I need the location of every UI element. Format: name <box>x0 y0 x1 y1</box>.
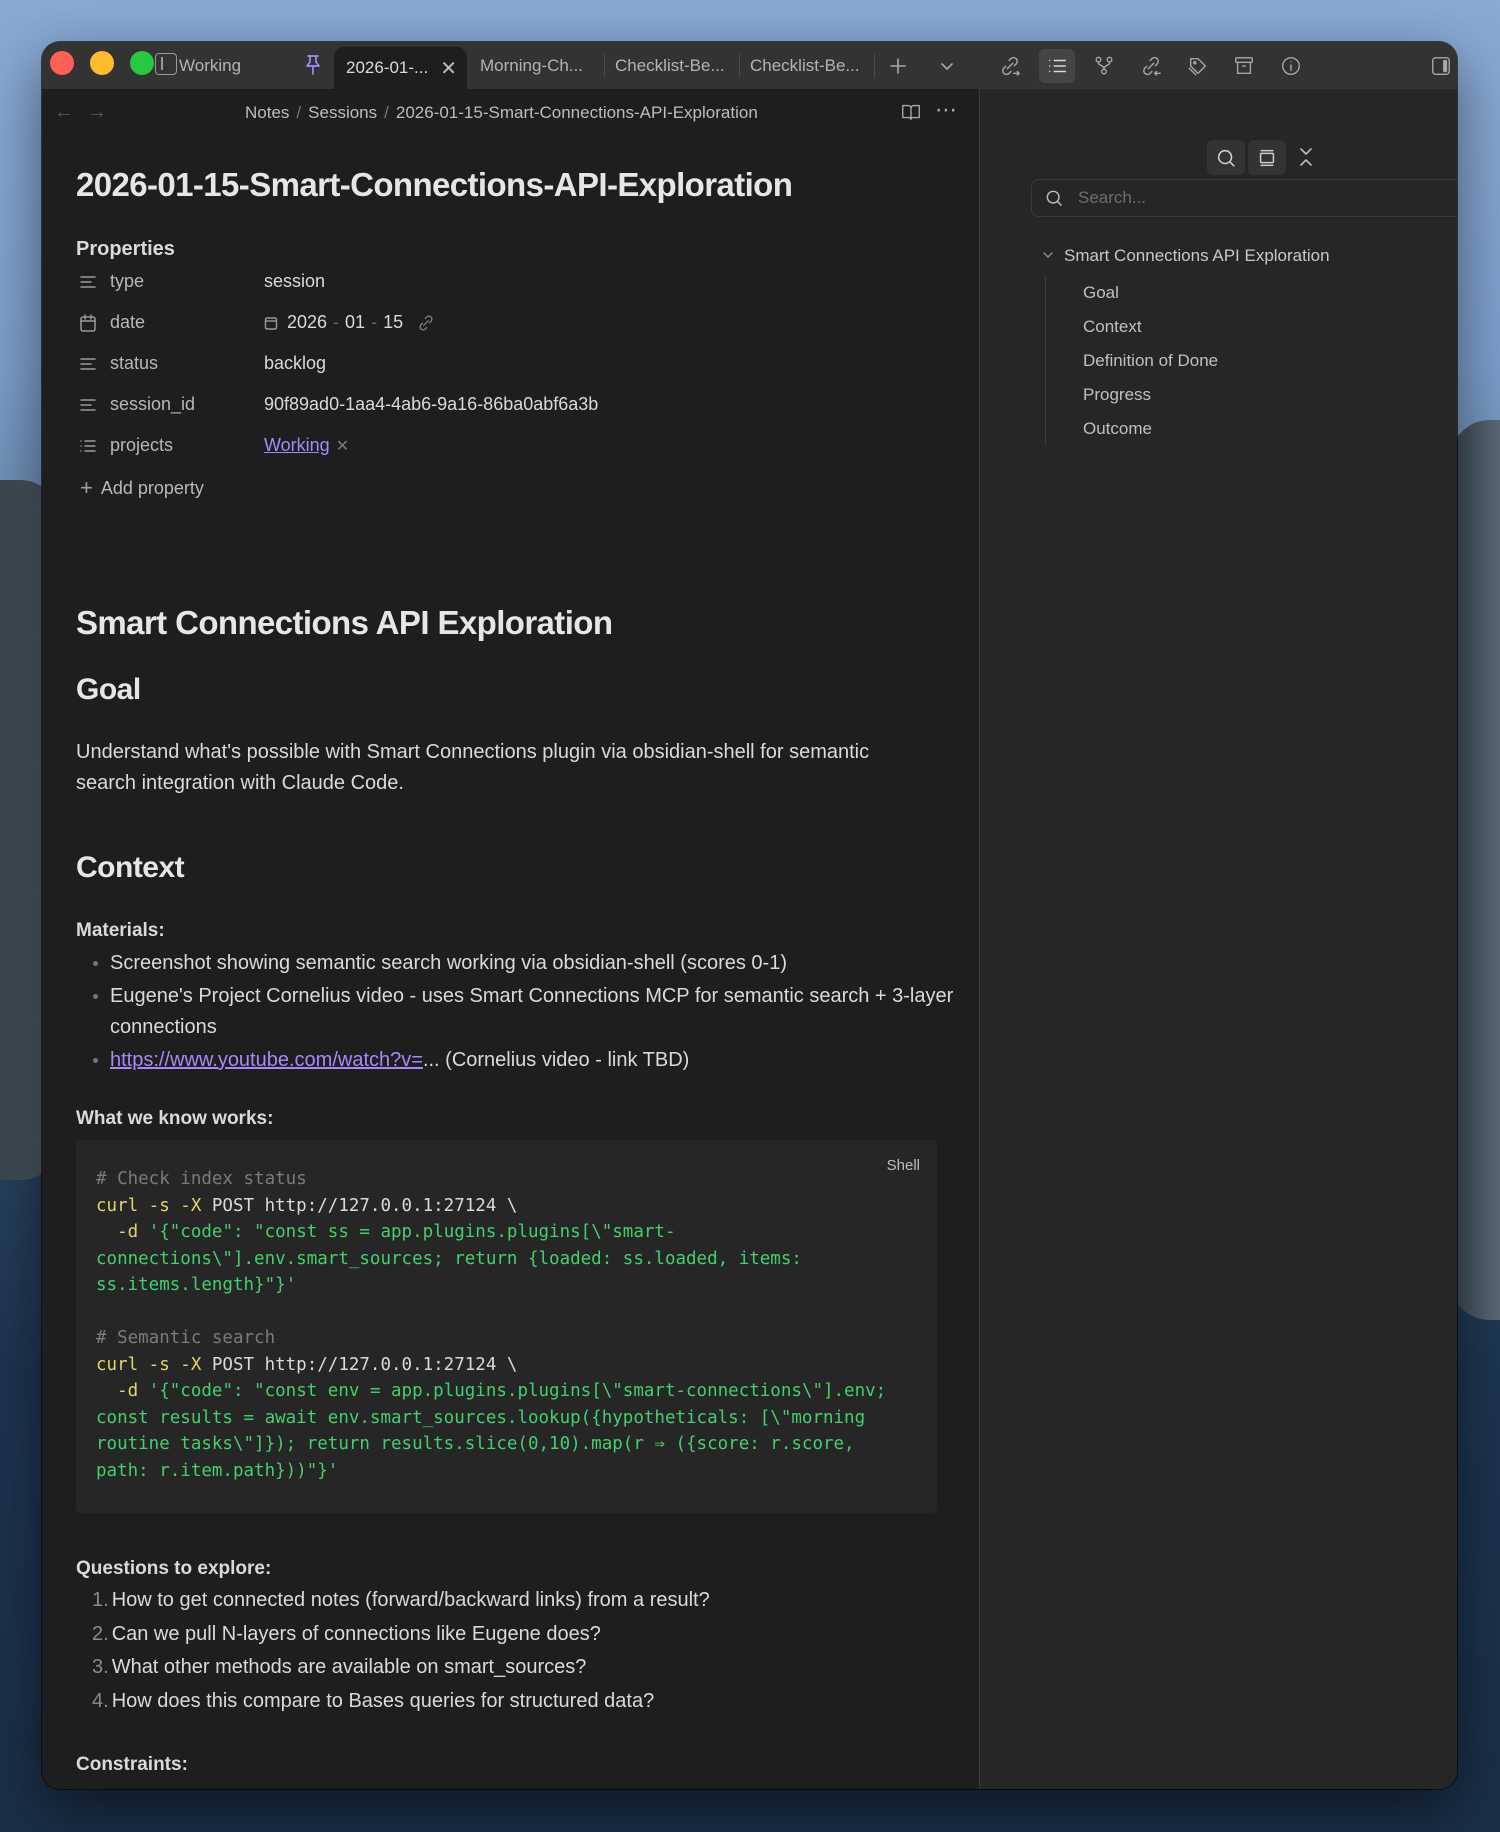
list-number: 2. <box>92 1622 109 1645</box>
list-item <box>76 1618 946 1652</box>
list-text: How does this compare to Bases queries for structured data? <box>111 1689 655 1712</box>
outline-item-progress[interactable]: Progress <box>1083 385 1152 404</box>
link-note: ... (Cornelius video - link TBD) <box>422 1049 690 1071</box>
constraints-label: Constraints: <box>76 1754 188 1775</box>
back-arrow-icon[interactable]: ← <box>54 101 74 123</box>
collapse-all-icon <box>1295 145 1317 171</box>
auto-expand-button[interactable] <box>1248 140 1286 175</box>
breadcrumb-file[interactable]: 2026-01-15-Smart-Connections-API-Exploration <box>395 103 758 122</box>
code-token: curl -s -X <box>96 1354 202 1375</box>
close-window-button[interactable] <box>50 51 74 75</box>
right-sidebar-toggle-button[interactable] <box>1423 49 1457 83</box>
panel-icon <box>1256 147 1278 169</box>
list-item <box>76 1685 946 1719</box>
calendar-small-icon <box>264 316 278 330</box>
code-block[interactable] <box>76 1140 937 1513</box>
questions-list <box>76 1584 946 1718</box>
note-content <box>76 139 954 1776</box>
property-session-id <box>76 384 946 425</box>
code-token: -d <box>96 1381 139 1401</box>
right-sidebar-toggle-icon <box>1430 55 1452 77</box>
materials-label: Materials: <box>76 920 165 941</box>
goal-paragraph: Understand what's possible with Smart Connections plugin via obsidian-shell for semantic search integration with Claude Code. <box>76 741 870 794</box>
outgoing-links-button[interactable] <box>992 49 1028 83</box>
tab-checklist-2[interactable] <box>750 42 860 89</box>
obsidian-window <box>42 42 1457 1789</box>
breadcrumb-sessions[interactable]: Sessions <box>308 103 378 122</box>
list-property-icon <box>78 436 98 456</box>
outline-item-context[interactable]: Context <box>1083 317 1142 336</box>
heading-context: Context <box>76 851 185 884</box>
works-label: What we know works: <box>76 1108 274 1129</box>
property-value[interactable]: backlog <box>264 353 327 373</box>
reading-view-button[interactable] <box>900 101 922 128</box>
property-value[interactable]: 90f89ad0-1aa4-4ab6-9a16-86ba0abf6a3b <box>264 394 599 414</box>
outline-children <box>1045 276 1330 446</box>
tab-checklist-1[interactable] <box>615 42 725 89</box>
list-item <box>76 1045 956 1076</box>
outgoing-links-icon <box>999 55 1021 77</box>
backlinks-button[interactable] <box>1133 49 1169 83</box>
archive-icon <box>1233 55 1255 77</box>
archive-button[interactable] <box>1226 49 1262 83</box>
more-options-icon[interactable]: ⋯ <box>935 97 958 122</box>
code-line: path: r.item.path}))"}' <box>96 1460 339 1481</box>
right-sidebar-outline <box>980 89 1457 1789</box>
questions-label: Questions to explore: <box>76 1558 272 1579</box>
list-text: Can we pull N-layers of connections like Eugene does? <box>111 1622 601 1645</box>
add-property-button[interactable] <box>80 466 946 510</box>
info-icon <box>1280 55 1302 77</box>
code-line: routine tasks\"]}); return results.slice(0,10).map(r ⇒ ({score: r.score, <box>96 1434 855 1454</box>
date-day: 15 <box>383 312 404 332</box>
property-date <box>76 302 946 343</box>
close-tab-icon[interactable]: ✕ <box>440 57 457 80</box>
code-line <box>96 1193 917 1220</box>
outline-icon <box>1046 55 1068 77</box>
desktop-background-right <box>1450 420 1500 1320</box>
code-line: # Check index status <box>96 1169 307 1189</box>
editor-pane <box>42 89 979 1789</box>
tab-label: Working <box>179 55 242 75</box>
graph-icon <box>1093 55 1115 77</box>
tab-label: 2026-01-... <box>346 58 429 77</box>
breadcrumb-separator: / <box>384 103 389 122</box>
materials-list <box>76 948 954 1076</box>
property-key[interactable]: session_id <box>110 394 196 414</box>
tags-button[interactable] <box>1180 49 1216 83</box>
tab-active-note[interactable] <box>334 47 467 89</box>
property-status <box>76 343 946 384</box>
code-token: '{"code": "const ss = app.plugins.plugins[\"smart- <box>138 1222 676 1242</box>
code-token: '{"code": "const env = app.plugins.plugins[\"smart-connections\"].env; <box>138 1381 887 1401</box>
list-number: 1. <box>92 1589 109 1611</box>
project-link[interactable]: Working <box>264 435 330 455</box>
tab-label: Checklist-Be... <box>750 55 860 75</box>
info-button[interactable] <box>1273 49 1309 83</box>
new-tab-button[interactable] <box>880 49 916 83</box>
code-line <box>96 1299 917 1326</box>
tab-list-button[interactable] <box>929 49 965 83</box>
outline-search-input[interactable] <box>1078 188 1378 208</box>
plus-icon: + <box>80 475 93 500</box>
date-year: 2026 <box>287 312 328 332</box>
list-text: How to get connected notes (forward/backward links) from a result? <box>111 1589 710 1611</box>
code-token: curl -s -X <box>96 1195 202 1216</box>
code-line <box>96 1219 917 1246</box>
tab-separator <box>604 54 605 78</box>
add-property-label: Add property <box>100 477 204 498</box>
view-header <box>42 89 979 139</box>
breadcrumb-separator: / <box>296 103 302 122</box>
list-text: What other methods are available on smart_sources? <box>111 1656 587 1678</box>
outline-root-label: Smart Connections API Exploration <box>1064 246 1330 265</box>
tags-icon <box>1187 55 1209 77</box>
breadcrumb <box>245 103 758 123</box>
date-input[interactable]: 2026 - 01 - 15 <box>264 312 435 333</box>
list-item <box>76 1584 946 1618</box>
tab-label: Checklist-Be... <box>615 55 725 75</box>
tab-bar <box>42 42 1457 89</box>
code-token: POST http://127.0.0.1:27124 \ <box>201 1354 518 1375</box>
link-icon[interactable] <box>417 314 435 332</box>
tab-working[interactable] <box>179 42 241 89</box>
calendar-icon <box>78 313 98 333</box>
outline-search-box[interactable] <box>1031 179 1457 217</box>
text-property-icon <box>78 272 98 292</box>
property-projects <box>76 425 946 466</box>
list-item <box>76 1651 946 1685</box>
property-key[interactable]: type <box>110 271 145 291</box>
forward-arrow-icon[interactable]: → <box>87 101 107 123</box>
property-key[interactable]: projects <box>110 435 174 455</box>
property-value[interactable]: session <box>264 271 326 291</box>
search-icon <box>1215 147 1237 169</box>
remove-value-icon[interactable]: ✕ <box>335 437 350 455</box>
text-property-icon <box>78 395 98 415</box>
code-token: POST http://127.0.0.1:27124 \ <box>201 1195 518 1216</box>
code-language-label: Shell <box>886 1157 920 1174</box>
backlinks-icon <box>1140 55 1162 77</box>
search-icon <box>1044 188 1064 208</box>
outline-item-goal[interactable]: Goal <box>1083 283 1119 302</box>
minimize-window-button[interactable] <box>90 51 114 75</box>
property-key[interactable]: date <box>110 312 146 332</box>
tab-morning[interactable] <box>480 42 583 89</box>
list-item: Eugene's Project Cornelius video - uses Smart Connections MCP for semantic search + 3-layer connections <box>76 981 956 1043</box>
left-sidebar-toggle-icon[interactable] <box>155 53 177 75</box>
outline-item-outcome[interactable]: Outcome <box>1083 419 1152 438</box>
heading-goal: Goal <box>76 673 141 706</box>
zoom-window-button[interactable] <box>130 51 154 75</box>
list-item: Screenshot showing semantic search working via obsidian-shell (scores 0-1) <box>76 948 956 979</box>
text-property-icon <box>78 354 98 374</box>
list-number: 4. <box>92 1689 109 1712</box>
code-line: # Semantic search <box>96 1328 276 1348</box>
code-line: ss.items.length}"}' <box>96 1275 297 1295</box>
chevron-down-icon <box>936 55 958 77</box>
date-month: 01 <box>345 312 366 332</box>
chevron-down-icon[interactable] <box>1041 248 1055 265</box>
property-type <box>76 261 946 302</box>
property-key[interactable]: status <box>110 353 159 373</box>
note-title[interactable]: 2026-01-15-Smart-Connections-API-Exploration <box>76 166 793 203</box>
code-line <box>96 1352 917 1379</box>
plus-icon <box>887 55 909 77</box>
properties-heading[interactable]: Properties <box>76 238 175 260</box>
tab-separator <box>739 54 740 78</box>
outline-item-definition-of-done[interactable]: Definition of Done <box>1083 351 1219 370</box>
graph-view-button[interactable] <box>1086 49 1122 83</box>
pin-icon[interactable] <box>304 54 322 76</box>
heading-1: Smart Connections API Exploration <box>76 604 613 641</box>
search-toggle-button[interactable] <box>1207 140 1245 175</box>
code-line <box>96 1378 917 1405</box>
code-token: -d <box>96 1222 139 1242</box>
youtube-link[interactable]: https://www.youtube.com/watch?v= <box>110 1049 423 1071</box>
collapse-all-button[interactable] <box>1295 145 1317 176</box>
outline-button[interactable] <box>1039 49 1075 83</box>
outline-tree <box>1041 242 1330 446</box>
tab-label: Morning-Ch... <box>480 55 583 75</box>
tab-separator <box>874 54 875 78</box>
breadcrumb-notes[interactable]: Notes <box>245 103 290 122</box>
code-line: connections\"].env.smart_sources; return {loaded: ss.loaded, items: <box>96 1248 802 1269</box>
list-number: 3. <box>92 1656 109 1678</box>
outline-root-item[interactable] <box>1041 242 1330 270</box>
code-line: const results = await env.smart_sources.lookup({hypotheticals: [\"morning <box>96 1407 866 1428</box>
book-open-icon <box>900 101 922 123</box>
